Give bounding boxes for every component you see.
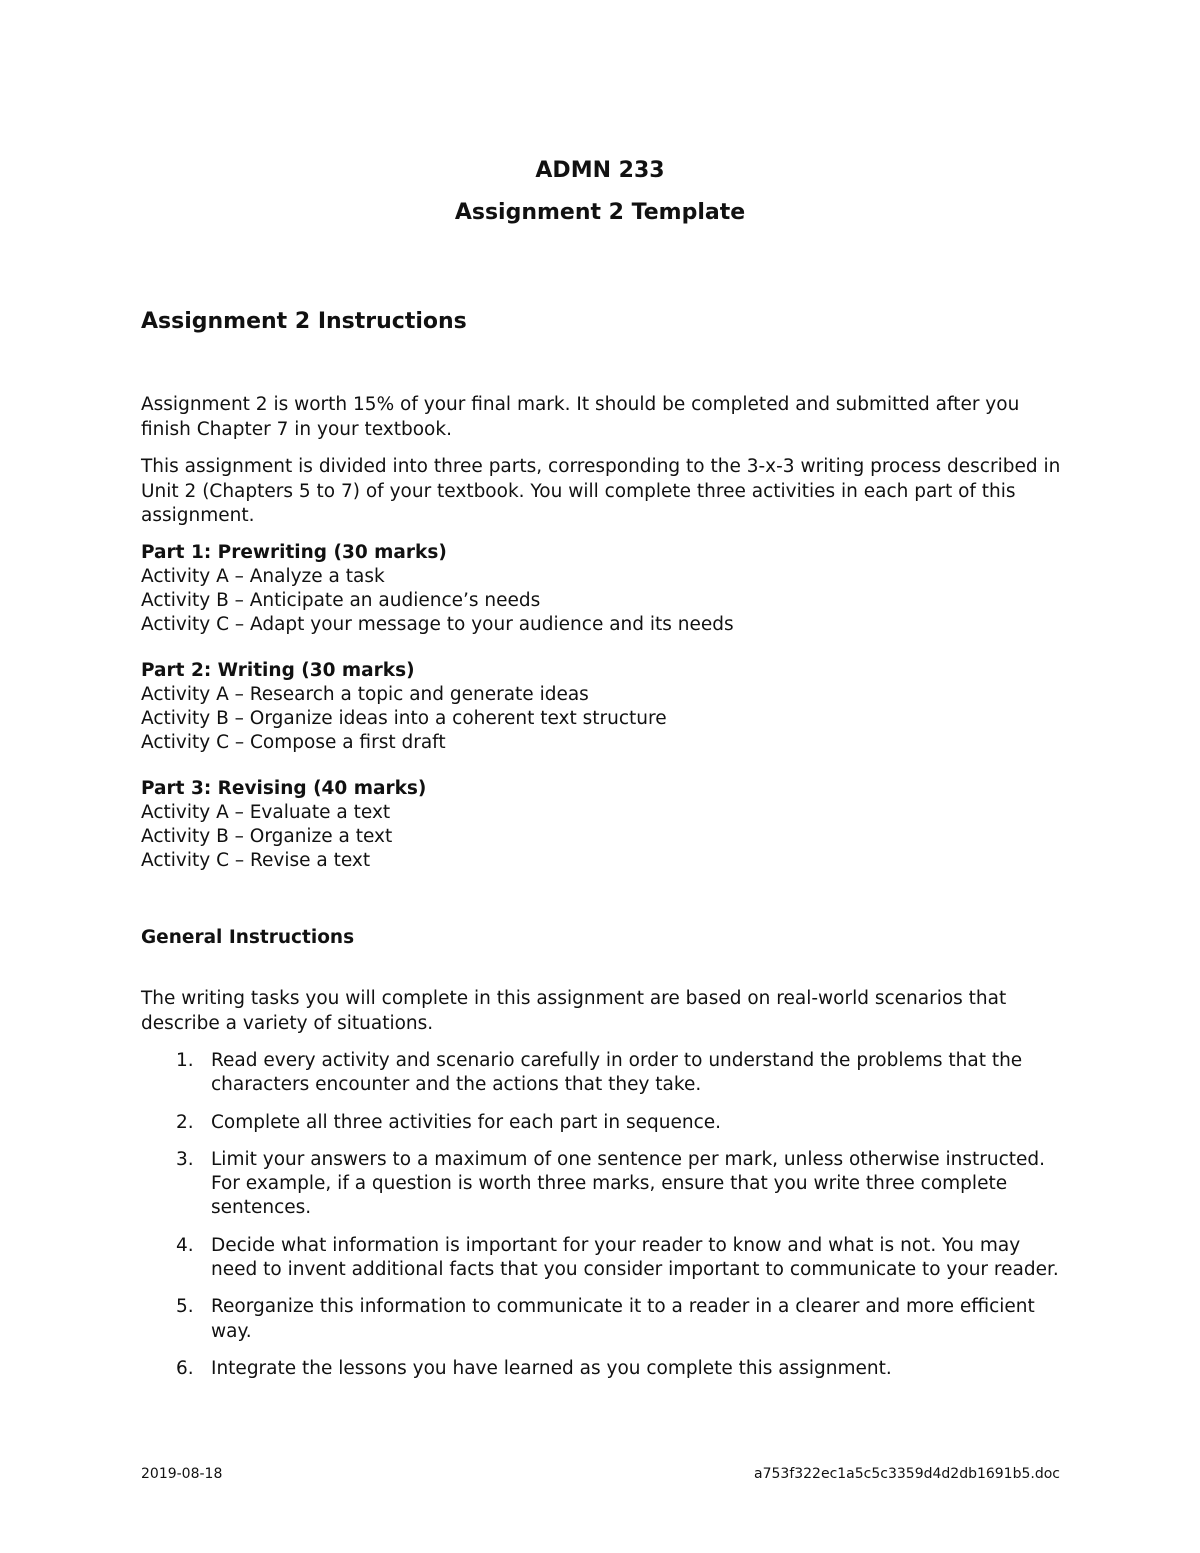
part-3-activity-b: Activity B – Organize a text [141,826,393,847]
list-item-number: 4. [176,1234,194,1256]
list-item-number: 1. [176,1050,194,1071]
part-2-activity-b: Activity B – Organize ideas into a coherent text structure [141,708,667,729]
footer-filename: a753f322ec1a5c5c3359d4d2db1691b5.doc [754,1466,1060,1482]
part-3-activity-c: Activity C – Revise a text [141,850,371,871]
part-2-title: Part 2: Writing (30 marks) [141,660,415,681]
instructions-heading: Assignment 2 Instructions [141,309,467,334]
general-intro-paragraph [141,987,1071,1036]
document-title: Assignment 2 Template [454,200,746,225]
part-1-block [141,541,1071,637]
intro-paragraph-2 [141,455,1071,529]
paragraph-text: The writing tasks you will complete in this assignment are based on real-world scenarios that describe a variety of situations. [141,988,1007,1034]
list-item [141,1111,1071,1135]
general-instructions-heading: General Instructions [141,927,355,948]
part-2-activity-a: Activity A – Research a topic and generate ideas [141,684,589,705]
instruction-steps-list [141,1049,1071,1394]
paragraph-text: Assignment 2 is worth 15% of your final mark. It should be completed and submitted after you finish Chapter 7 in your textbook. [141,394,1020,440]
part-3-activity-a: Activity A – Evaluate a text [141,802,391,823]
list-item [141,1357,1071,1381]
list-item [141,1148,1071,1221]
paragraph-text: This assignment is divided into three parts, corresponding to the 3-x-3 writing process described in Unit 2 (Chapters 5 to 7) of your textbook. You will complete three activities in each part of this assignment. [141,456,1061,526]
part-1-title: Part 1: Prewriting (30 marks) [141,542,447,563]
list-item-text: Complete all three activities for each part in sequence. [211,1111,722,1133]
list-item-text: Integrate the lessons you have learned as you complete this assignment. [211,1357,892,1379]
part-3-block [141,777,1071,873]
list-item-number: 2. [176,1111,194,1133]
list-item-text: Limit your answers to a maximum of one sentence per mark, unless otherwise instructed. For example, if a question is worth three marks, ensure that you write three complete sentences. [211,1148,1046,1219]
list-item-text: Decide what information is important for your reader to know and what is not. You may need to invent additional facts that you consider important to communicate to your reader. [211,1234,1059,1281]
list-item-number: 3. [176,1148,194,1170]
list-item-text: Read every activity and scenario carefully in order to understand the problems that the characters encounter and the actions that they take. [211,1050,1023,1096]
list-item [141,1234,1071,1283]
part-1-activity-c: Activity C – Adapt your message to your audience and its needs [141,614,734,635]
part-2-activity-c: Activity C – Compose a first draft [141,732,446,753]
list-item-text: Reorganize this information to communicate it to a reader in a clearer and more efficient way. [211,1296,1035,1342]
part-1-activity-b: Activity B – Anticipate an audience’s needs [141,590,541,611]
list-item [141,1049,1071,1098]
intro-paragraph-1 [141,393,1071,442]
list-item-number: 5. [176,1296,194,1318]
part-3-title: Part 3: Revising (40 marks) [141,778,427,799]
course-code: ADMN 233 [535,158,665,183]
part-1-activity-a: Activity A – Analyze a task [141,566,385,587]
footer-date: 2019-08-18 [141,1466,223,1482]
list-item [141,1295,1071,1344]
part-2-block [141,659,1071,755]
list-item-number: 6. [176,1357,194,1379]
